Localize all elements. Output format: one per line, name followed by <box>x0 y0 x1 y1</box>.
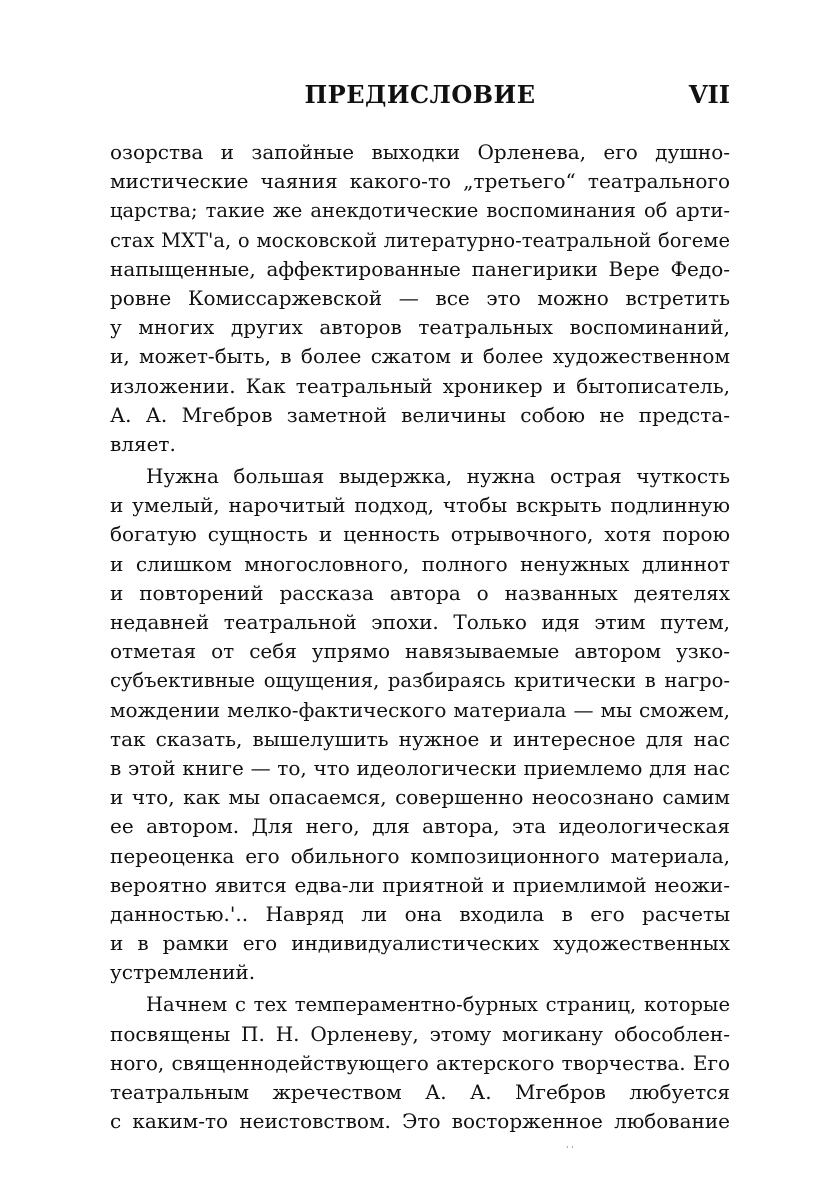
text-line: недавней театральной эпохи. Только идя этим путем, <box>110 610 730 634</box>
text-line: вероятно явится едва-ли приятной и приемлимой неожи- <box>110 872 730 897</box>
text-line: у многих других авторов театральных воспоминаний, <box>110 315 730 340</box>
text-line: и в рамки его индивидуалистических художественных <box>110 931 730 956</box>
text-line: и, может-быть, в более сжатом и более художественном <box>110 344 730 369</box>
text-line: озорства и запойные выходки Орленева, его душно- <box>110 140 730 164</box>
text-line: ровне Комиссаржевской — все это можно встретить <box>110 285 730 310</box>
text-line: отметая от себя упрямо навязываемые автором узко- <box>110 639 730 664</box>
text-line: в этой книге — то, что идеологически приемлемо для нас <box>110 755 730 780</box>
text-line: ного, священнодействующего актерского творчества. Его <box>110 1050 730 1075</box>
paragraph <box>110 990 730 1136</box>
text-line: богатую сущность и ценность отрывочного, хотя порою <box>110 522 730 547</box>
text-line: театральным жречеством А. А. Мгебров любуется <box>110 1080 730 1104</box>
paragraph <box>110 138 730 459</box>
text-line: А. А. Мгебров заметной величины собою не предста- <box>110 402 730 427</box>
text-line: данностью.'.. Навряд ли она входила в его расчеты <box>110 901 730 926</box>
text-line: стах МХТ'а, о московской литературно-театральной богеме <box>110 228 730 252</box>
text-line: напыщенные, аффектированные панегирики Вере Федо- <box>110 256 730 281</box>
text-line: вляет. <box>110 431 176 456</box>
text-line: и повторений рассказа автора о названных деятелях <box>110 580 730 605</box>
text-line: изложении. Как театральный хроникер и бытописатель, <box>110 373 730 398</box>
text-line: мождении мелко-фактического материала — мы сможем, <box>110 697 730 722</box>
running-head <box>110 80 730 116</box>
text-line: посвящены П. Н. Орленеву, этому могикану обособлен- <box>110 1021 730 1046</box>
text-line: и что, как мы опасаемся, совершенно неосознано самим <box>110 785 730 810</box>
text-line: и умелый, нарочитый подход, чтобы вскрыть подлинную <box>110 493 730 518</box>
text-line: и слишком многословного, полного ненужных длиннот <box>110 551 730 576</box>
text-line: Нужна большая выдержка, нужна острая чуткость <box>146 464 730 489</box>
text-line: так сказать, вышелушить нужное и интересное для нас <box>110 726 730 751</box>
text-line: с каким-то неистовством. Это восторженное любование <box>110 1109 730 1134</box>
text-line: переоценка его обильного композиционного материала, <box>110 843 730 868</box>
text-line: Начнем с тех темпераментно-бурных страниц, которые <box>146 993 730 1017</box>
paragraph <box>110 462 730 987</box>
text-line: царства; такие же анекдотические воспоминания об арти- <box>110 199 730 223</box>
text-line: ее автором. Для него, для автора, эта идеологическая <box>110 814 730 839</box>
print-speck-marks: · · <box>566 1143 574 1152</box>
page-title: ПРЕДИСЛОВИЕ <box>304 80 536 109</box>
text-line: мистические чаяния какого-то „третьего“ театрального <box>110 169 730 194</box>
text-line: устремлений. <box>110 960 256 985</box>
body-text <box>110 138 730 1136</box>
text-line: субъективные ощущения, разбираясь критически в нагро- <box>110 669 730 693</box>
page-number: VII <box>688 80 730 109</box>
